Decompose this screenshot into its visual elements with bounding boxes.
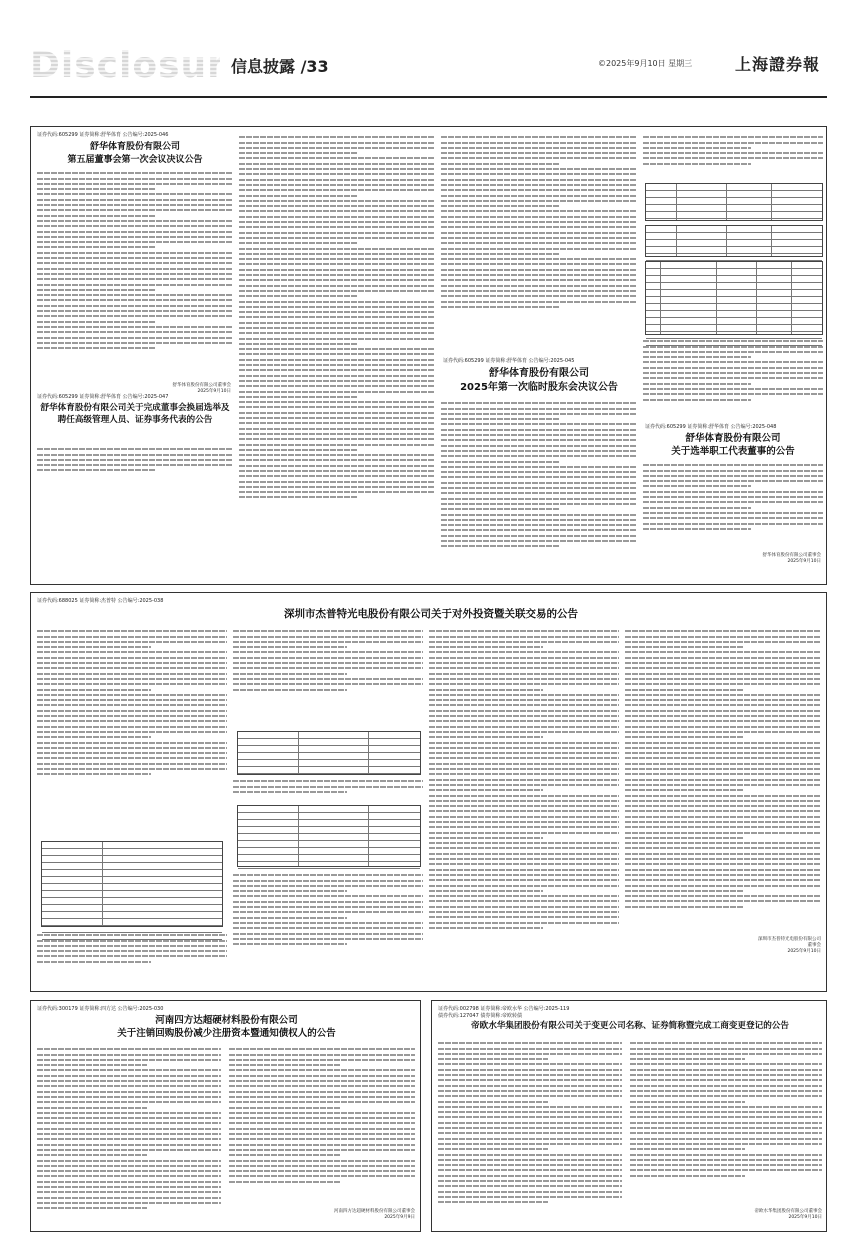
section-title: 信息披露 /33 — [231, 57, 329, 76]
vote-results-table-3 — [645, 261, 823, 335]
notice-signature: 深圳市杰普特光电股份有限公司 董事会 2025年9月10日 — [758, 937, 821, 954]
notice-meta: 证券代码:300179 证券简称:四方达 公告编号:2025-030 — [37, 1006, 164, 1012]
notice2-meta: 证券代码:605299 证券简称:舒华体育 公告编号:2025-047 — [37, 394, 169, 400]
notice3-title: 舒华体育股份有限公司 2025年第一次临时股东会决议公告 — [460, 368, 618, 393]
notice-panel-sifangda — [30, 1000, 421, 1232]
notice-title: 河南四方达超硬材料股份有限公司 关于注销回购股份减少注册资本暨通知债权人的公告 — [117, 1015, 336, 1039]
notice-meta: 证券代码:688025 证券简称:杰普特 公告编号:2025-038 — [37, 598, 164, 604]
notice-body-column-4 — [625, 627, 821, 935]
notice-body-column-2c — [233, 871, 423, 987]
vote-results-table-2 — [645, 225, 823, 257]
issue-date: ©2025年9月10日 星期三 — [598, 59, 693, 68]
newspaper-logo: 上海證券報 — [735, 55, 821, 74]
notice-meta-bond: 债券代码:127047 债券简称:帝欧转债 — [438, 1013, 523, 1019]
vote-results-table — [645, 183, 823, 221]
notice-body-column-4 — [643, 133, 823, 183]
notice4-signature: 舒华体育股份有限公司董事会 2025年9月10日 — [762, 553, 821, 564]
notice-body-text — [37, 169, 233, 381]
notice3-body-text — [441, 399, 637, 581]
notice-body-column-2 — [630, 1039, 822, 1205]
notice-title: 帝欧水华集团股份有限公司关于变更公司名称、证券简称暨完成工商变更登记的公告 — [471, 1021, 789, 1031]
notice-body-column-1b — [37, 931, 227, 987]
notice-panel-shuhua — [30, 126, 827, 585]
notice-body-column-2 — [239, 133, 435, 581]
masthead-rule — [30, 96, 827, 98]
notice3-meta: 证券代码:605299 证券简称:舒华体育 公告编号:2025-045 — [443, 358, 575, 364]
notice-body-column-3 — [441, 133, 637, 377]
notice-company-name: 舒华体育股份有限公司 — [89, 142, 180, 152]
notice2-title: 舒华体育股份有限公司关于完成董事会换届选举及聘任高级管理人员、证券事务代表的公告 — [40, 403, 230, 425]
notice-body-column-2b — [233, 777, 423, 801]
notice-panel-jpt — [30, 592, 827, 992]
notice-title: 第五届董事会第一次会议决议公告 — [67, 155, 203, 165]
notice4-body-text — [643, 461, 823, 551]
notice-signature: 帝欧水华集团股份有限公司董事会 2025年9月10日 — [754, 1209, 822, 1220]
notice2-body-text — [37, 445, 233, 485]
section-brand-logo: Disclosure — [30, 45, 252, 86]
investment-table — [237, 731, 421, 775]
notice-body-column-1 — [438, 1039, 622, 1227]
notice-body-column-1 — [37, 1045, 221, 1227]
notice-signature: 河南四方达超硬材料股份有限公司董事会 2025年9月9日 — [334, 1209, 415, 1220]
notice-panel-dido — [431, 1000, 827, 1232]
notice-title: 深圳市杰普特光电股份有限公司关于对外投资暨关联交易的公告 — [284, 608, 578, 620]
notice-body-column-4b — [643, 337, 823, 417]
masthead — [0, 0, 857, 108]
investment-table-2 — [237, 805, 421, 867]
notice-body-column-2 — [229, 1045, 415, 1205]
notice-signature: 舒华体育股份有限公司董事会 2025年9月10日 — [172, 383, 231, 394]
notice-body-column-2 — [233, 627, 423, 727]
notice4-meta: 证券代码:605299 证券简称:舒华体育 公告编号:2025-048 — [645, 424, 777, 430]
notice-body-column-3 — [429, 627, 619, 987]
related-party-table — [41, 841, 223, 927]
notice-meta: 证券代码:605299 证券简称:舒华体育 公告编号:2025-046 — [37, 132, 169, 138]
notice4-title: 舒华体育股份有限公司 关于选举职工代表董事的公告 — [671, 433, 795, 457]
notice-meta: 证券代码:002798 证券简称:帝欧水华 公告编号:2025-119 — [438, 1006, 570, 1012]
